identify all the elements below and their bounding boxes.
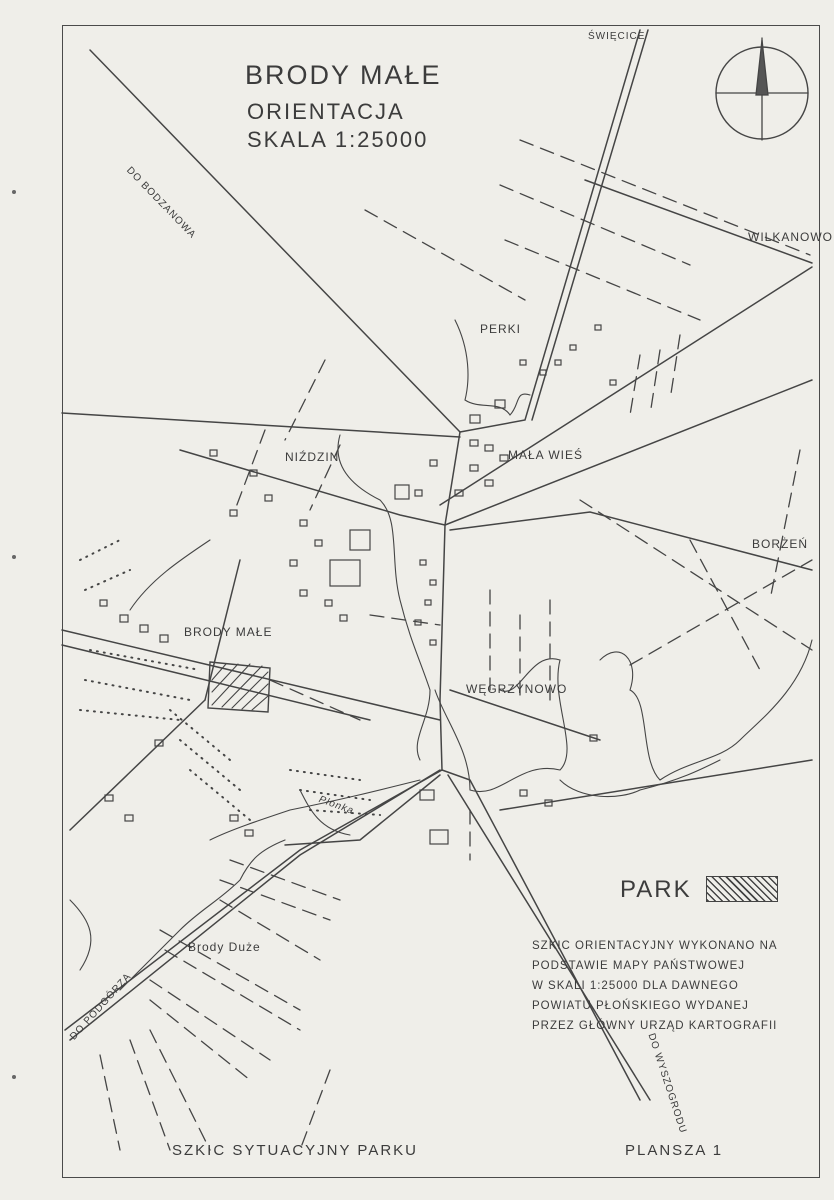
river-label: Płonka xyxy=(317,794,356,817)
place-label-brody-male: BRODY MAŁE xyxy=(184,625,273,639)
note-line: W SKALI 1:25000 DLA DAWNEGO xyxy=(532,980,739,992)
place-label-nizdzin: NIŹDZIN xyxy=(285,450,340,464)
legend-park-label: PARK xyxy=(620,876,692,903)
place-label-wegrzynowo: WĘGRZYNOWO xyxy=(466,682,568,696)
footer-sheet-number: PLANSZA 1 xyxy=(625,1142,724,1159)
place-label-perki: PERKI xyxy=(480,322,522,336)
road-label-podgorza: DO PODGÓRZA xyxy=(68,971,134,1043)
note-line: PODSTAWIE MAPY PAŃSTWOWEJ xyxy=(532,960,746,972)
compass-north-arrow-icon xyxy=(716,38,808,140)
road-label-bodzanowa: DO BODZANOWA xyxy=(124,165,198,241)
field-roads xyxy=(100,140,812,1150)
note-line: PRZEZ GŁÓWNY URZĄD KARTOGRAFII xyxy=(532,1020,778,1032)
note-line: SZKIC ORIENTACYJNY WYKONANO NA xyxy=(532,940,778,952)
park-area xyxy=(208,662,270,712)
place-label-swiecice: ŚWIĘCICE xyxy=(588,31,646,42)
place-label-wilkanowo: WILKANOWO xyxy=(748,230,834,244)
legend-park-swatch xyxy=(706,876,778,902)
place-label-brody-duze: Brody Duże xyxy=(188,940,261,954)
buildings xyxy=(100,325,616,844)
map-subtitle-orientation: ORIENTACJA xyxy=(247,99,405,124)
road-label-wyszogrodu: DO WYSZOGRODU xyxy=(645,1032,689,1135)
map-scale: SKALA 1:25000 xyxy=(247,127,429,152)
note-line: POWIATU PŁOŃSKIEGO WYDANEJ xyxy=(532,1000,749,1012)
footer-caption: SZKIC SYTUACYJNY PARKU xyxy=(172,1142,418,1159)
place-label-mala-wies: MAŁA WIEŚ xyxy=(508,448,584,462)
place-label-borzen: BORŻEŃ xyxy=(752,537,809,551)
map-title: BRODY MAŁE xyxy=(245,60,442,90)
